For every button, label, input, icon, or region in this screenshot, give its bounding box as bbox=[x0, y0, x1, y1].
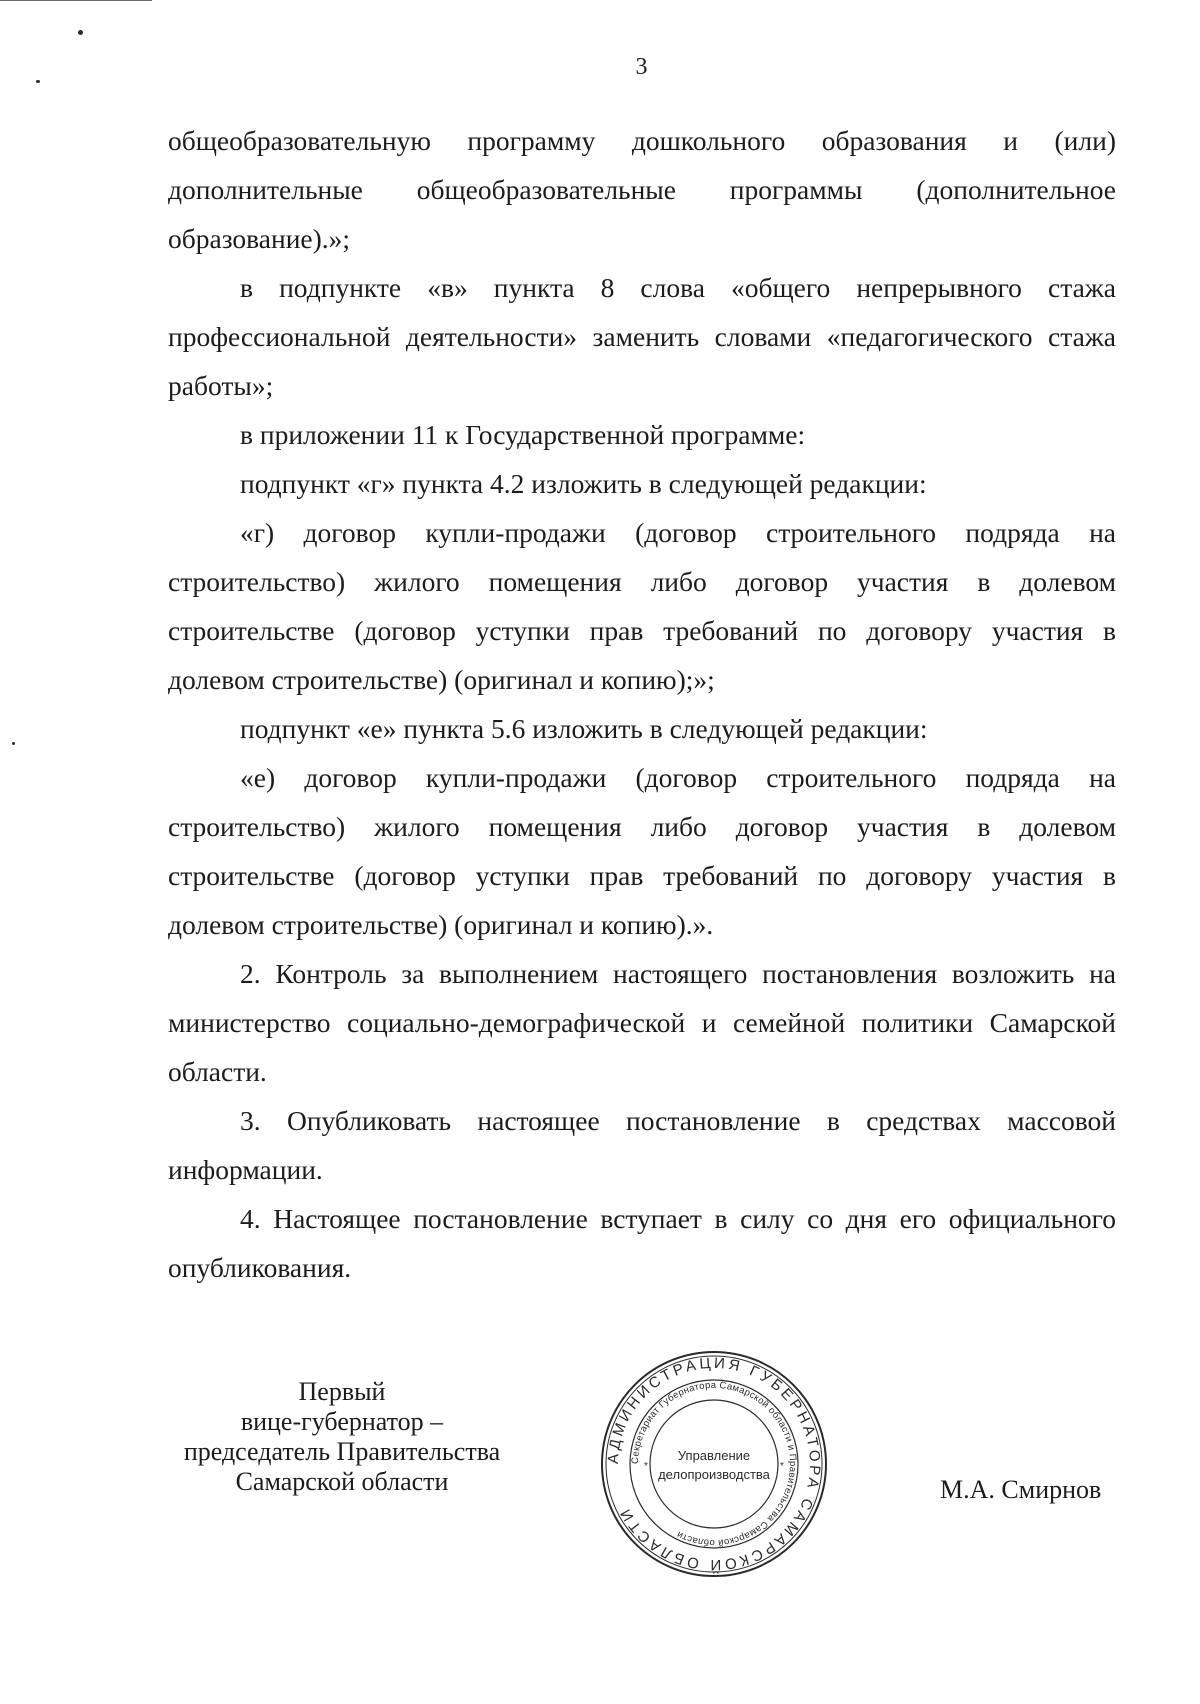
signatory-name: М.А. Смирнов bbox=[940, 1475, 1102, 1504]
paragraph: 2. Контроль за выполнением настоящего постановления возложить на министерство социально-демографической и семейной политики Самарской области. bbox=[168, 958, 1116, 1087]
signatory-position bbox=[160, 1377, 524, 1497]
paragraph: в подпункте «в» пункта 8 слова «общего непрерывного стажа профессиональной деятельности» заменить словами «педагогического стажа работы»; bbox=[168, 272, 1116, 401]
page-number: 3 bbox=[635, 54, 648, 80]
paragraph: в приложении 11 к Государственной программе: bbox=[240, 419, 806, 450]
paragraph: подпункт «г» пункта 4.2 изложить в следующей редакции: bbox=[240, 468, 927, 499]
paragraph: общеобразовательную программу дошкольного образования и (или) дополнительные общеобразовательные программы (дополнительное образование).»; bbox=[168, 125, 1116, 254]
stamp-outer-text: АДМИНИСТРАЦИЯ ГУБЕРНАТОРА САМАРСКОЙ ОБЛАСТИ bbox=[604, 1354, 824, 1574]
stamp-center-line: делопроизводства bbox=[658, 1467, 770, 1482]
scan-speck bbox=[78, 30, 83, 35]
signatory-position-line: вице-губернатор – bbox=[240, 1407, 444, 1436]
stamp-inner-text: Секретариат Губернатора Самарской области и Правительства Самарской области bbox=[629, 1379, 799, 1549]
signatory-position-line: Самарской области bbox=[235, 1467, 449, 1496]
paragraph: 3. Опубликовать настоящее постановление в средствах массовой информации. bbox=[168, 1105, 1116, 1185]
scan-speck bbox=[12, 742, 15, 745]
paragraph: подпункт «е» пункта 5.6 изложить в следующей редакции: bbox=[240, 713, 928, 744]
signatory-position-line: председатель Правительства bbox=[183, 1437, 501, 1466]
scan-edge-line bbox=[0, 0, 152, 1]
star-icon: * bbox=[644, 1461, 648, 1472]
star-icon: * bbox=[780, 1461, 784, 1472]
svg-text:Секретариат Губернатора Самарс bbox=[630, 1380, 798, 1548]
paragraph: «е) договор купли-продажи (договор строительного подряда на строительство) жилого помещения либо договор участия в долевом строительстве (договор уступки прав требований по договору участия в долевом строительстве) (оригинал и копию).». bbox=[168, 762, 1116, 940]
official-stamp bbox=[598, 1348, 830, 1580]
stamp-center-line: Управление bbox=[677, 1448, 751, 1463]
document-body bbox=[168, 116, 1116, 1292]
paragraph: «г) договор купли-продажи (договор строительного подряда на строительство) жилого помещения либо договор участия в долевом строительстве (договор уступки прав требований по договору участия в долевом строительстве) (оригинал и копию);»; bbox=[168, 517, 1116, 695]
signatory-position-line: Первый bbox=[298, 1377, 386, 1406]
paragraph: 4. Настоящее постановление вступает в силу со дня его официального опубликования. bbox=[168, 1203, 1116, 1283]
